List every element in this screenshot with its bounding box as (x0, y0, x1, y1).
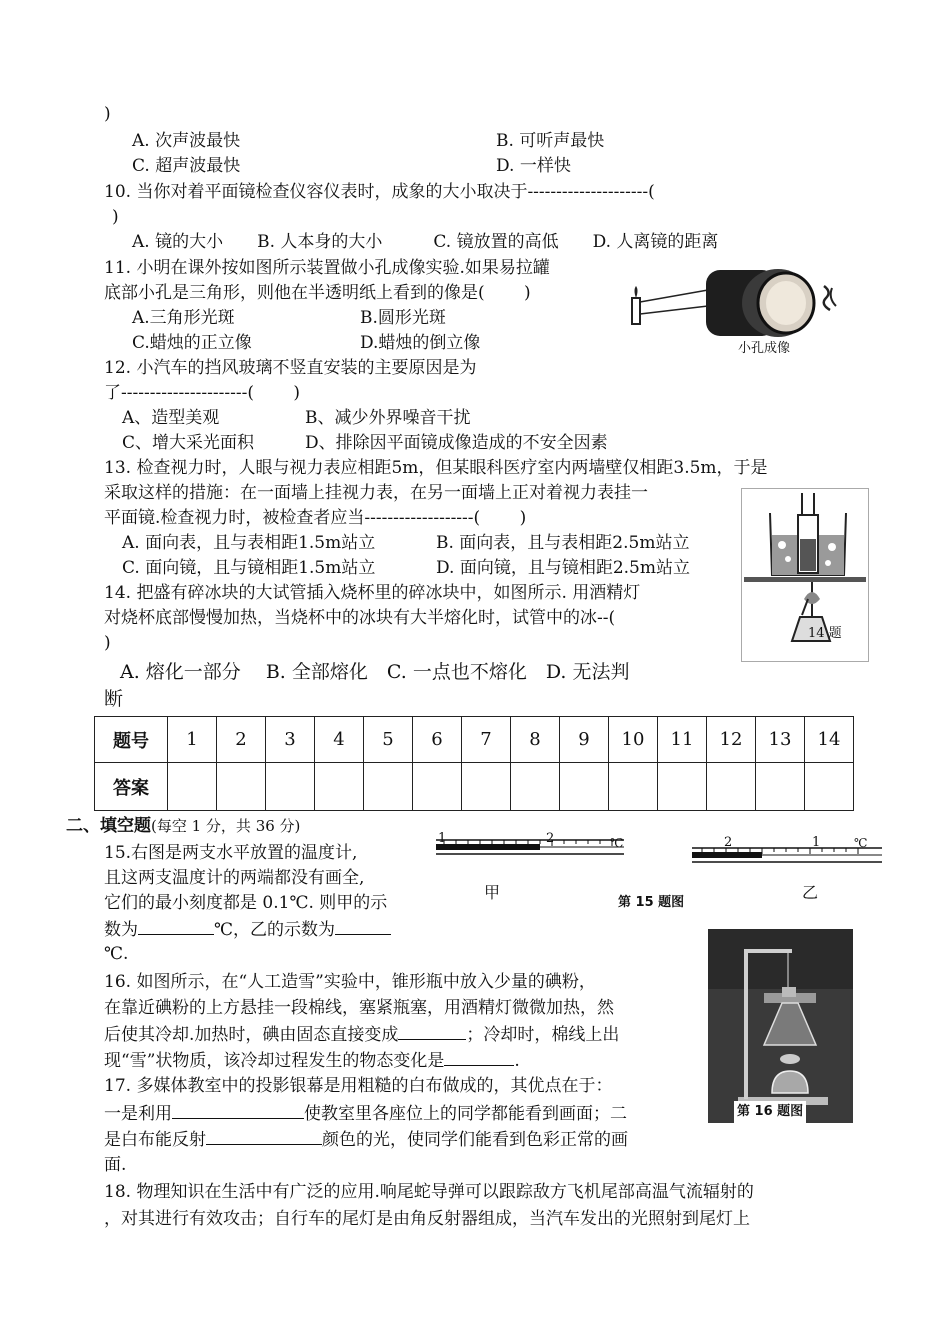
jia-tick-2: 2 (546, 831, 555, 846)
yi-tick-1: 1 (812, 835, 821, 850)
q17-blank-2[interactable] (206, 1128, 322, 1145)
q14-line2: 对烧杯底部慢慢加热，当烧杯中的冰块有大半熔化时，试管中的冰--( (104, 608, 616, 628)
answer-table (94, 716, 854, 811)
q9-option-a: A. 次声波最快 (132, 131, 241, 151)
q15-line2: 且这两支温度计的两端都没有画全, (104, 868, 365, 888)
table-number-cell: 7 (462, 717, 511, 763)
q15-blank-yi[interactable] (335, 918, 391, 935)
table-number-cell: 10 (609, 717, 658, 763)
q16-line1: 16. 如图所示，在“人工造雪”实验中，锥形瓶中放入少量的碘粉， (104, 972, 596, 992)
table-number-cell: 4 (315, 717, 364, 763)
q17-line2-start: 一是利用 (104, 1104, 172, 1124)
q12-option-a: A、造型美观 (122, 408, 220, 428)
q11-option-c: C.蜡烛的正立像 (132, 333, 252, 353)
table-number-cell: 12 (707, 717, 756, 763)
q16-figure-caption: 第 16 题图 (734, 1101, 806, 1123)
answer-cell[interactable] (658, 763, 707, 811)
q18-line1: 18. 物理知识在生活中有广泛的应用.响尾蛇导弹可以跟踪敌方飞机尾部高温气流辐射的 (104, 1182, 754, 1202)
section2-note: (每空 1 分，共 36 分) (151, 817, 301, 835)
yi-tick-2: 2 (724, 835, 733, 850)
q17-line4: 面. (104, 1155, 127, 1175)
q12-line2: 了----------------------( ) (104, 383, 301, 403)
q15-figure-caption: 第 15 题图 (618, 895, 685, 910)
answer-cell[interactable] (462, 763, 511, 811)
q13-line2: 采取这样的措施：在一面墙上挂视力表，在另一面墙上正对着视力表挂一 (104, 483, 648, 503)
yi-label: 乙 (802, 883, 819, 902)
q15-line4-start: 数为 (104, 920, 138, 940)
answer-cell[interactable] (560, 763, 609, 811)
answer-cell[interactable] (756, 763, 805, 811)
q13-line3: 平面镜.检查视力时，被检查者应当-------------------( ) (104, 508, 527, 528)
q15-line5: ℃. (104, 944, 129, 964)
q14-tail: ) (104, 633, 111, 653)
section2-title: 二、填空题 (66, 816, 151, 836)
yi-unit: ℃ (854, 836, 868, 850)
jia-tick-1: 1 (438, 831, 447, 846)
table-number-cell: 6 (413, 717, 462, 763)
q15-blank-jia[interactable] (138, 918, 214, 935)
jia-label: 甲 (484, 883, 501, 902)
q13-line1: 13. 检查视力时，人眼与视力表应相距5m，但某眼科医疗室内两墙壁仅相距3.5m，于是 (104, 458, 768, 478)
q15-line1: 15.右图是两支水平放置的温度计, (104, 843, 358, 863)
q17-line2 (104, 1102, 627, 1125)
pinhole-figure (626, 262, 844, 360)
q15-line4 (104, 918, 391, 941)
answer-cell[interactable] (413, 763, 462, 811)
q16-line3-end: ；冷却时，棉线上出 (466, 1025, 620, 1045)
q17-line3-end: 颜色的光，使同学们能看到色彩正常的画 (322, 1130, 628, 1150)
table-number-cell: 13 (756, 717, 805, 763)
q13-option-b: B. 面向表，且与表相距2.5m站立 (436, 533, 690, 553)
q17-line1: 17. 多媒体教室中的投影银幕是用粗糙的白布做成的，其优点在于： (104, 1076, 613, 1096)
q14-options: A. 熔化一部分 B. 全部熔化 C. 一点也不熔化 D. 无法判 (120, 661, 630, 683)
q16-blank-1[interactable] (398, 1023, 466, 1040)
answer-table-number-row (95, 717, 854, 763)
q11-option-a: A.三角形光斑 (132, 308, 235, 328)
answer-cell[interactable] (266, 763, 315, 811)
answer-cell[interactable] (217, 763, 266, 811)
q13-option-d: D. 面向镜，且与镜相距2.5m站立 (436, 558, 690, 578)
table-header-answer: 答案 (95, 763, 168, 811)
section2-heading (66, 815, 300, 837)
q16-line3-start: 后使其冷却.加热时，碘由固态直接变成 (104, 1025, 399, 1045)
iodine-snow-photo (708, 929, 853, 1123)
q12-line1: 12. 小汽车的挡风玻璃不竖直安装的主要原因是为 (104, 358, 477, 378)
q11-line2: 底部小孔是三角形，则他在半透明纸上看到的像是( ) (104, 283, 531, 303)
q18-line2: ，对其进行有效攻击；自行车的尾灯是由角反射器组成，当汽车发出的光照射到尾灯上 (104, 1209, 750, 1229)
q11-line1: 11. 小明在课外按如图所示装置做小孔成像实验.如果易拉罐 (104, 258, 550, 278)
thermometer-figure (434, 828, 894, 914)
q15-line3: 它们的最小刻度都是 0.1℃. 则甲的示 (104, 893, 388, 913)
q10-options: A. 镜的大小 B. 人本身的大小 C. 镜放置的高低 D. 人离镜的距离 (132, 232, 719, 252)
answer-cell[interactable] (168, 763, 217, 811)
q16-line4-end: . (514, 1051, 520, 1071)
jia-unit: ℃ (610, 836, 624, 850)
table-number-cell: 9 (560, 717, 609, 763)
q9-tail: ) (104, 104, 111, 124)
answer-table-answer-row (95, 763, 854, 811)
q17-blank-1[interactable] (172, 1102, 304, 1119)
q15-line4-mid: ℃，乙的示数为 (214, 920, 336, 940)
q17-line3 (104, 1128, 628, 1151)
answer-cell[interactable] (315, 763, 364, 811)
answer-cell[interactable] (609, 763, 658, 811)
q16-blank-2[interactable] (444, 1049, 514, 1066)
q14-line1: 14. 把盛有碎冰块的大试管插入烧杯里的碎冰块中，如图所示. 用酒精灯 (104, 583, 641, 603)
q13-option-a: A. 面向表，且与表相距1.5m站立 (122, 533, 376, 553)
q9-option-d: D. 一样快 (496, 156, 571, 176)
beaker-caption: 14 题 (808, 626, 842, 641)
q16-line4-start: 现“雪”状物质，该冷却过程发生的物态变化是 (104, 1051, 445, 1071)
answer-cell[interactable] (511, 763, 560, 811)
table-number-cell: 3 (266, 717, 315, 763)
q13-option-c: C. 面向镜，且与镜相距1.5m站立 (122, 558, 376, 578)
answer-cell[interactable] (707, 763, 756, 811)
table-number-cell: 2 (217, 717, 266, 763)
pinhole-caption: 小孔成像 (738, 341, 791, 356)
q11-option-b: B.圆形光斑 (360, 308, 446, 328)
q11-option-d: D.蜡烛的倒立像 (360, 333, 481, 353)
table-number-cell: 1 (168, 717, 217, 763)
table-header-number: 题号 (95, 717, 168, 763)
q9-option-c: C. 超声波最快 (132, 156, 241, 176)
q10-tail: ) (112, 207, 119, 227)
q12-option-d: D、排除因平面镜成像造成的不安全因素 (305, 433, 608, 453)
q16-line4 (104, 1049, 520, 1072)
q16-line3 (104, 1023, 619, 1046)
table-number-cell: 11 (658, 717, 707, 763)
q12-option-c: C、增大采光面积 (122, 433, 255, 453)
q17-line3-start: 是白布能反射 (104, 1130, 206, 1150)
q17-line2-end: 使教室里各座位上的同学都能看到画面；二 (304, 1104, 627, 1124)
beaker-figure (741, 488, 869, 662)
q9-option-b: B. 可听声最快 (496, 131, 605, 151)
table-number-cell: 8 (511, 717, 560, 763)
answer-cell[interactable] (805, 763, 854, 811)
answer-cell[interactable] (364, 763, 413, 811)
q14-options-tail: 断 (104, 688, 124, 710)
q12-option-b: B、减少外界噪音干扰 (305, 408, 471, 428)
table-number-cell: 14 (805, 717, 854, 763)
q16-line2: 在靠近碘粉的上方悬挂一段棉线，塞紧瓶塞，用酒精灯微微加热，然 (104, 998, 614, 1018)
q10-stem: 10. 当你对着平面镜检查仪容仪表时，成象的大小取决于---------------------( (104, 182, 655, 202)
table-number-cell: 5 (364, 717, 413, 763)
